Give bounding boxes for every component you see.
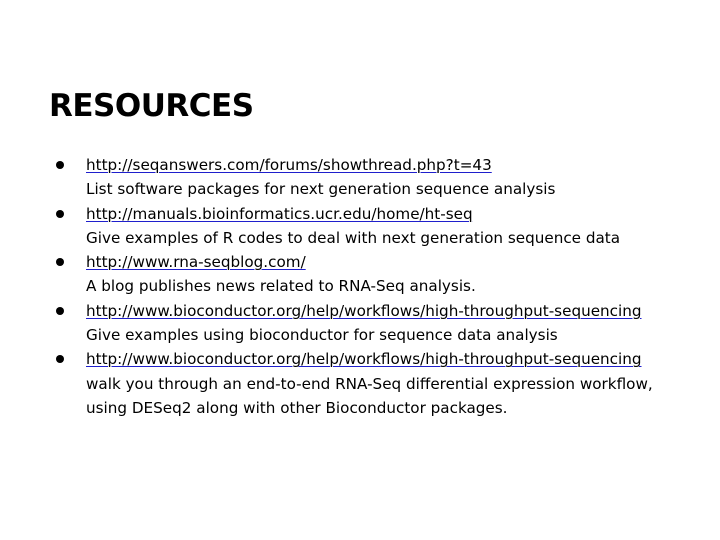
resource-link-bioconductor-1[interactable]: http://www.bioconductor.org/help/workflows/high-throughput-sequencing [86,301,642,320]
resource-link-rna-seqblog[interactable]: http://www.rna-seqblog.com/ [86,253,306,272]
resource-link-seqanswers[interactable]: http://seqanswers.com/forums/showthread.php?t=43 [86,156,492,174]
resource-description: Give examples using bioconductor for sequence data analysis [86,326,558,345]
resource-item-seqanswers [86,153,686,202]
resource-list [86,153,686,420]
resource-link-bioconductor-2[interactable]: http://www.bioconductor.org/help/workflows/high-throughput-sequencing [86,350,642,369]
resource-item-ucr-manuals [86,202,686,251]
bullet-icon [56,161,64,169]
resource-description: List software packages for next generation sequence analysis [86,180,556,199]
resource-item-bioconductor-2 [86,347,686,420]
bullet-icon [56,307,64,315]
bullet-icon [56,258,64,266]
resource-description: walk you through an end-to-end RNA-Seq differential expression workflow, using DESeq2 along with other Bioconductor packages. [86,374,653,417]
slide-title: RESOURCES [49,88,254,124]
resource-item-bioconductor-1 [86,299,686,348]
resource-link-ucr-manuals[interactable]: http://manuals.bioinformatics.ucr.edu/home/ht-seq [86,204,473,223]
bullet-icon [56,355,64,363]
bullet-icon [56,210,64,218]
resource-item-rna-seqblog [86,250,686,299]
resource-description: A blog publishes news related to RNA-Seq analysis. [86,277,476,296]
resource-description: Give examples of R codes to deal with next generation sequence data [86,228,621,247]
